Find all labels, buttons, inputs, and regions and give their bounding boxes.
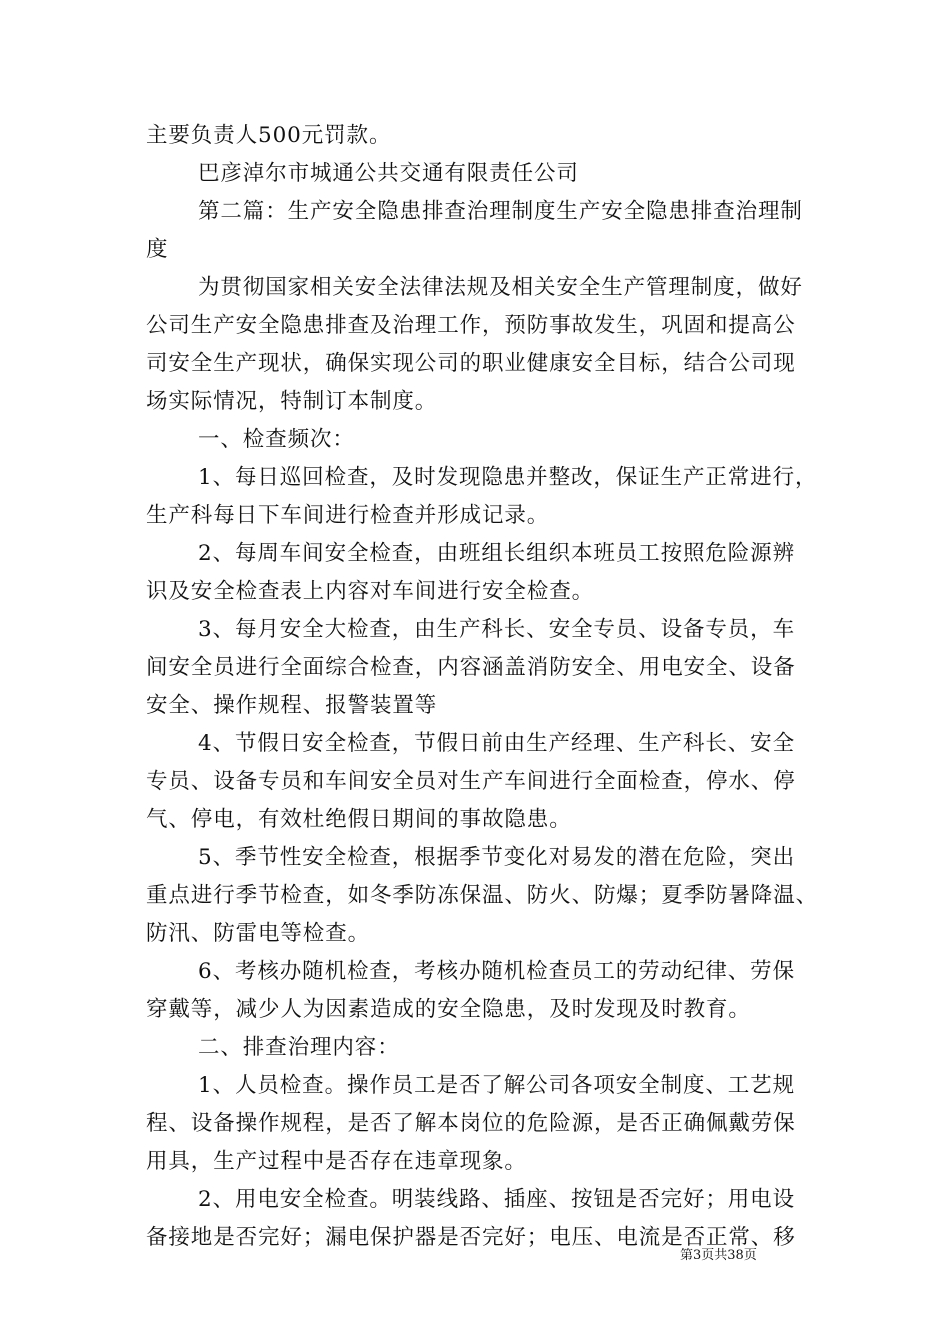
text-line: 为贯彻国家相关安全法律法规及相关安全生产管理制度，做好	[198, 275, 803, 300]
text-line: 公司生产安全隐患排查及治理工作，预防事故发生，巩固和提高公	[146, 313, 796, 338]
section-heading-continued: 度	[146, 237, 169, 262]
text-line: 6、考核办随机检查，考核办随机检查员工的劳动纪律、劳保	[198, 959, 795, 984]
company-signature: 巴彦淖尔市城通公共交通有限责任公司	[198, 161, 579, 186]
text-line: 防汛、防雷电等检查。	[146, 921, 371, 946]
text-line: 重点进行季节检查，如冬季防冻保温、防火、防爆；夏季防暑降温、	[146, 883, 819, 908]
text-line: 备接地是否完好；漏电保护器是否完好；电压、电流是否正常、移	[146, 1225, 796, 1250]
page-number: 第3页共38页	[680, 1248, 757, 1263]
text-line: 安全、操作规程、报警装置等	[146, 693, 438, 718]
text-line: 3、每月安全大检查，由生产科长、安全专员、设备专员，车	[198, 617, 795, 642]
subheading-check-frequency: 一、检查频次：	[198, 427, 355, 452]
text-line: 场实际情况，特制订本制度。	[146, 389, 438, 414]
text-line: 生产科每日下车间进行检查并形成记录。	[146, 503, 550, 528]
text-line: 1、每日巡回检查，及时发现隐患并整改，保证生产正常进行，	[198, 465, 818, 490]
text-line: 用具，生产过程中是否存在违章现象。	[146, 1149, 527, 1174]
text-line: 5、季节性安全检查，根据季节变化对易发的潜在危险，突出	[198, 845, 795, 870]
text-line: 识及安全检查表上内容对车间进行安全检查。	[146, 579, 595, 604]
text-line: 4、节假日安全检查，节假日前由生产经理、生产科长、安全	[198, 731, 795, 756]
text-line: 间安全员进行全面综合检查，内容涵盖消防安全、用电安全、设备	[146, 655, 796, 680]
text-line: 穿戴等，减少人为因素造成的安全隐患，及时发现及时教育。	[146, 997, 751, 1022]
text-line: 1、人员检查。操作员工是否了解公司各项安全制度、工艺规	[198, 1073, 795, 1098]
section-heading: 第二篇：生产安全隐患排查治理制度生产安全隐患排查治理制	[198, 199, 803, 224]
text-line: 气、停电，有效杜绝假日期间的事故隐患。	[146, 807, 572, 832]
subheading-inspection-content: 二、排查治理内容：	[198, 1035, 400, 1060]
text-line: 2、每周车间安全检查，由班组长组织本班员工按照危险源辨	[198, 541, 795, 566]
text-line: 专员、设备专员和车间安全员对生产车间进行全面检查，停水、停	[146, 769, 796, 794]
text-line: 程、设备操作规程，是否了解本岗位的危险源，是否正确佩戴劳保	[146, 1111, 796, 1136]
text-line: 2、用电安全检查。明装线路、插座、按钮是否完好；用电设	[198, 1187, 795, 1212]
text-line: 司安全生产现状，确保实现公司的职业健康安全目标，结合公司现	[146, 351, 796, 376]
text-line: 主要负责人500元罚款。	[146, 123, 392, 148]
